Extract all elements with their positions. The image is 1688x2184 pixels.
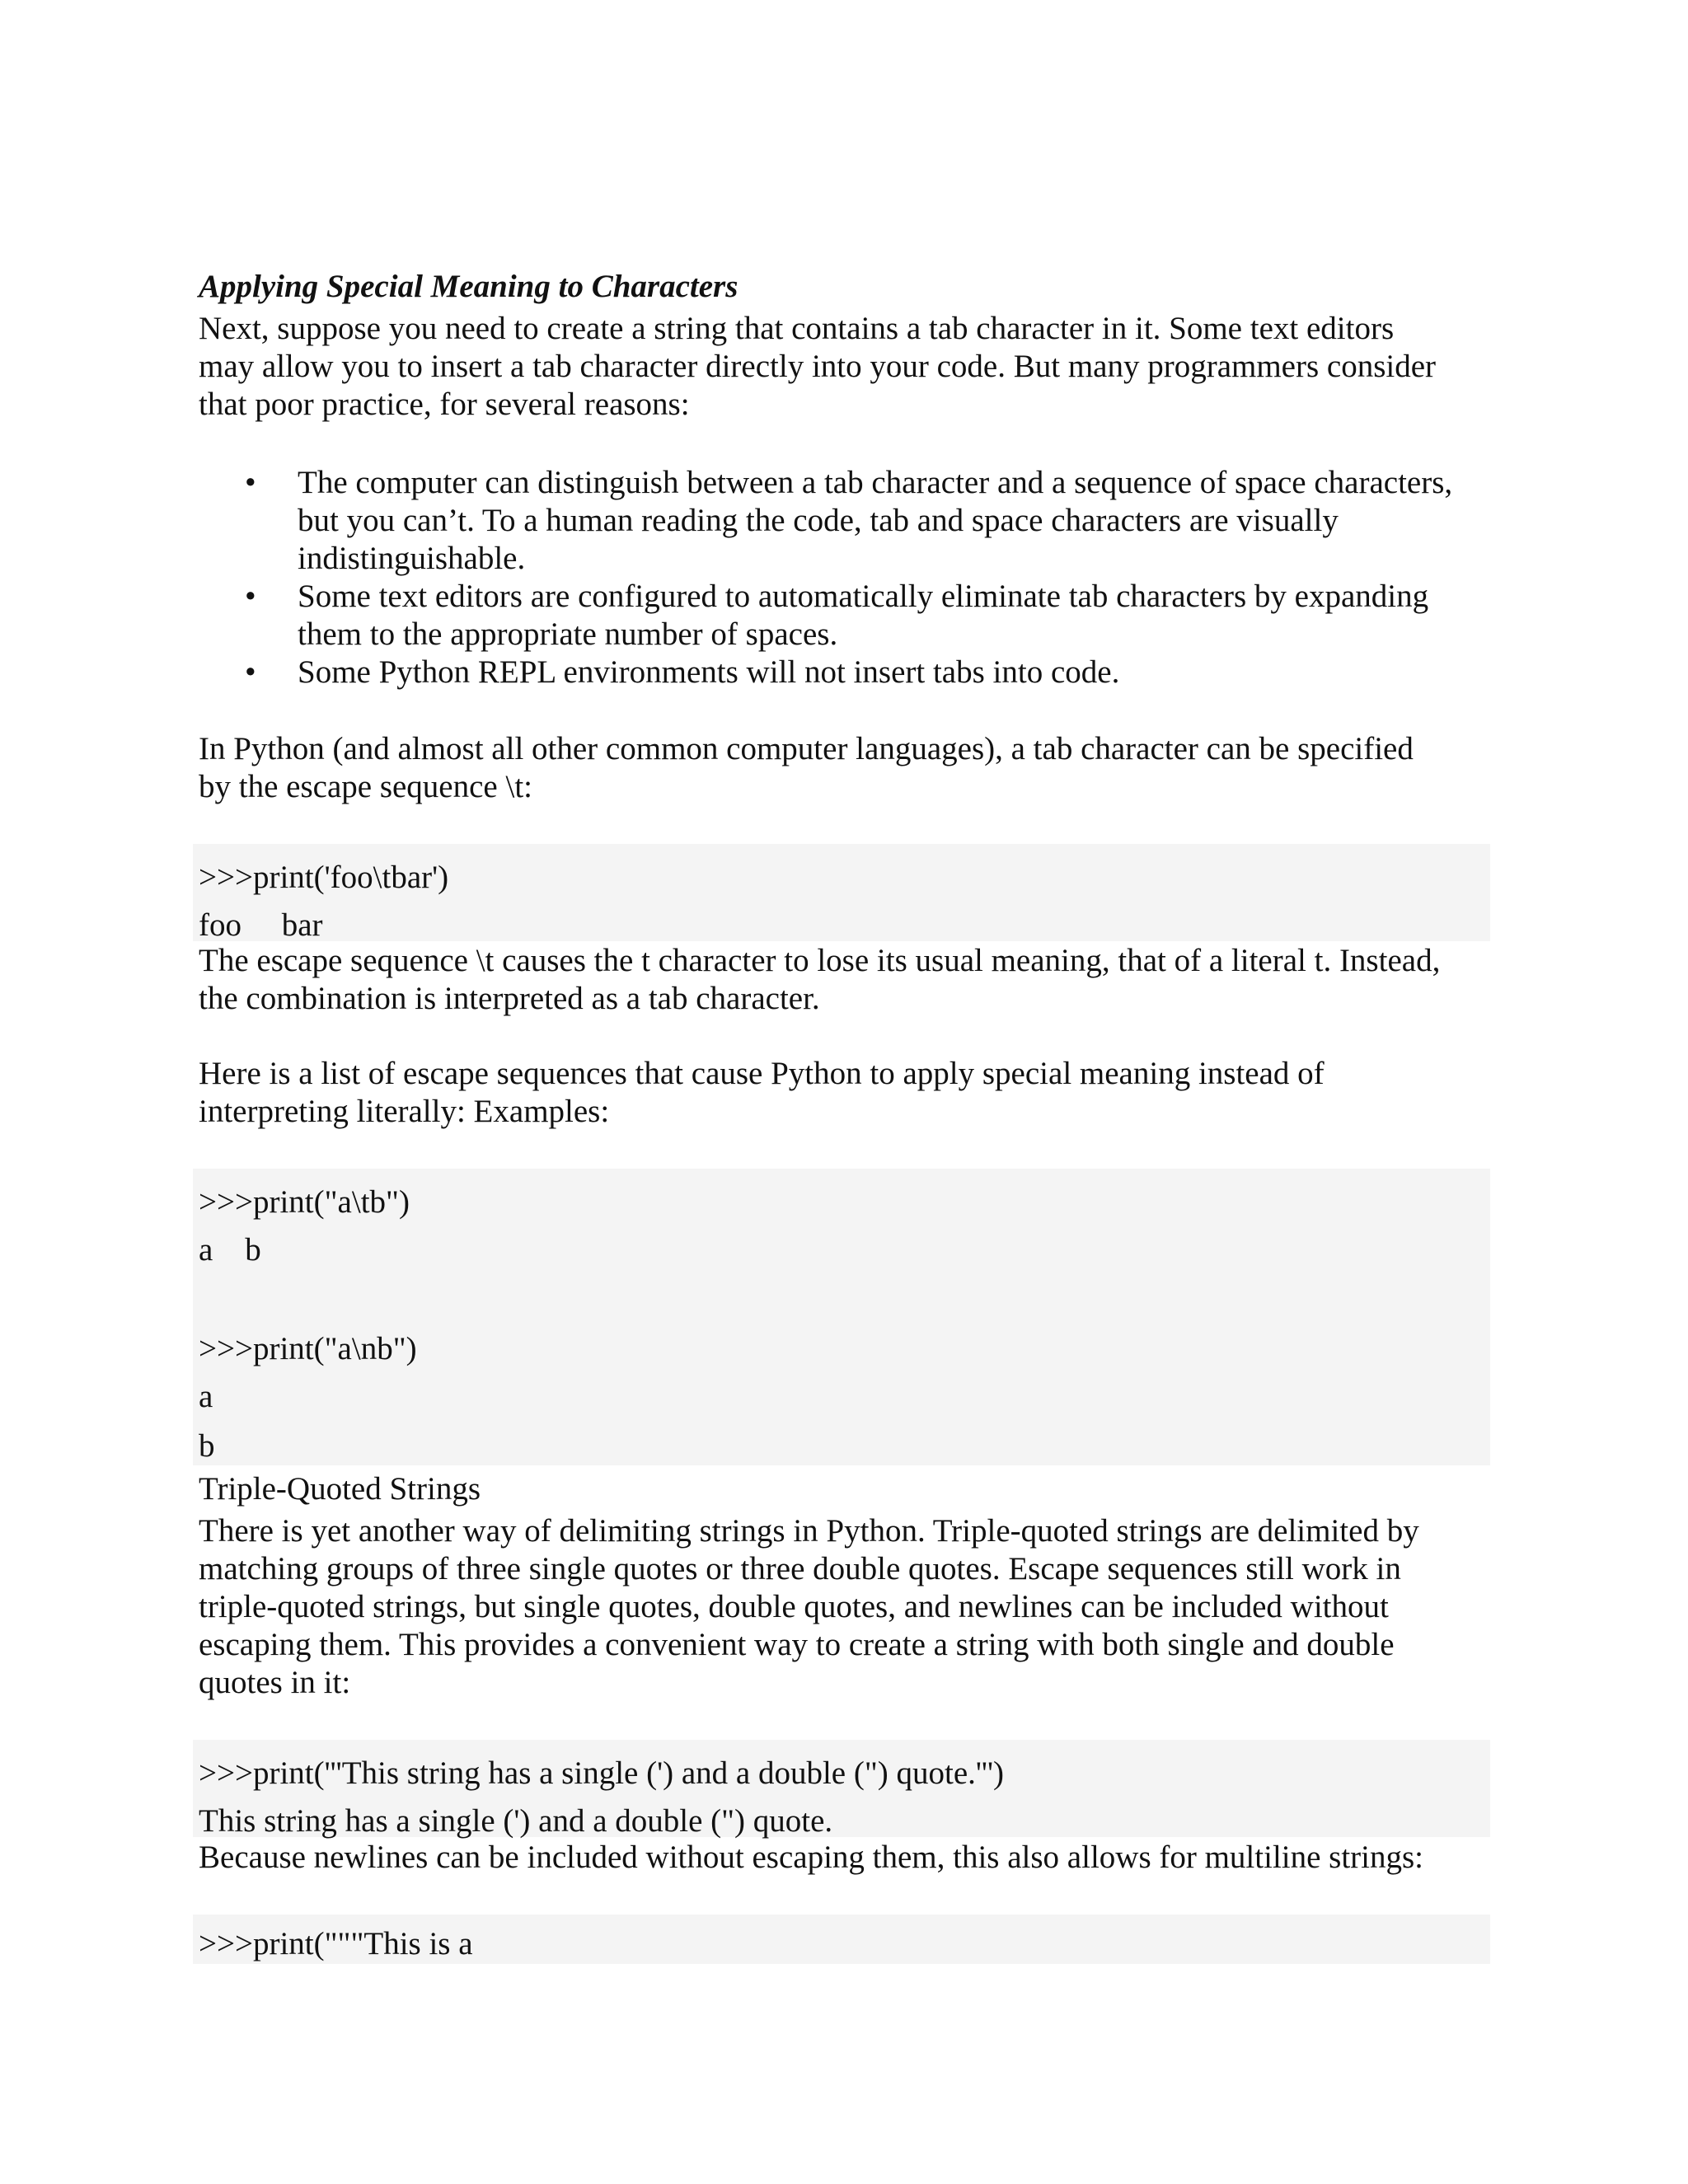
bullet-1-line-3: indistinguishable. — [298, 541, 526, 576]
code-output: foo bar — [199, 907, 323, 943]
triple-paragraph-line-4: escaping them. This provides a convenient way to create a string with both single and double — [199, 1627, 1395, 1662]
multiline-paragraph: Because newlines can be included without escaping them, this also allows for multiline strings: — [199, 1840, 1424, 1875]
tab-paragraph-line-1: In Python (and almost all other common computer languages), a tab character can be specified — [199, 731, 1414, 766]
intro-line-1: Next, suppose you need to create a string that contains a tab character in it. Some text editors — [199, 311, 1395, 346]
code-input: >>>print("a\tb") — [199, 1184, 410, 1220]
escape-paragraph-line-2: the combination is interpreted as a tab character. — [199, 981, 820, 1016]
bullet-1-line-2: but you can’t. To a human reading the code, tab and space characters are visually — [298, 503, 1339, 538]
bullet-3-line-1: Some Python REPL environments will not insert tabs into code. — [298, 654, 1120, 690]
triple-paragraph-line-1: There is yet another way of delimiting strings in Python. Triple-quoted strings are delimited by — [199, 1513, 1419, 1549]
escape-paragraph-line-1: The escape sequence \t causes the t character to lose its usual meaning, that of a literal t. Instead, — [199, 943, 1441, 978]
bullet-marker: • — [245, 465, 256, 500]
triple-paragraph-line-3: triple-quoted strings, but single quotes, double quotes, and newlines can be included without — [199, 1589, 1389, 1624]
code-input: >>>print("a\nb") — [199, 1331, 417, 1366]
triple-paragraph-line-5: quotes in it: — [199, 1665, 351, 1700]
section-heading: Applying Special Meaning to Characters — [199, 269, 738, 304]
triple-quoted-heading: Triple-Quoted Strings — [199, 1471, 481, 1507]
bullet-marker: • — [245, 654, 256, 690]
bullet-marker: • — [245, 579, 256, 614]
bullet-2-line-1: Some text editors are configured to automatically eliminate tab characters by expanding — [298, 579, 1429, 614]
intro-line-2: may allow you to insert a tab character directly into your code. But many programmers consider — [199, 349, 1437, 384]
intro-line-3: that poor practice, for several reasons: — [199, 387, 690, 422]
code-output: a — [199, 1379, 213, 1414]
bullet-2-line-2: them to the appropriate number of spaces. — [298, 616, 838, 652]
tab-paragraph-line-2: by the escape sequence \t: — [199, 769, 532, 804]
code-output: This string has a single (') and a double (") quote. — [199, 1803, 833, 1839]
bullet-1-line-1: The computer can distinguish between a tab character and a sequence of space characters, — [298, 465, 1453, 500]
escape-list-line-2: interpreting literally: Examples: — [199, 1094, 610, 1129]
triple-paragraph-line-2: matching groups of three single quotes or three double quotes. Escape sequences still work in — [199, 1551, 1401, 1586]
escape-list-line-1: Here is a list of escape sequences that cause Python to apply special meaning instead of — [199, 1056, 1325, 1091]
code-input: >>>print("""This is a — [199, 1926, 473, 1961]
code-input: >>>print('''This string has a single (') and a double (") quote.''') — [199, 1755, 1004, 1791]
code-output: a b — [199, 1232, 261, 1268]
code-output: b — [199, 1428, 215, 1464]
code-input: >>>print('foo\tbar') — [199, 860, 449, 895]
